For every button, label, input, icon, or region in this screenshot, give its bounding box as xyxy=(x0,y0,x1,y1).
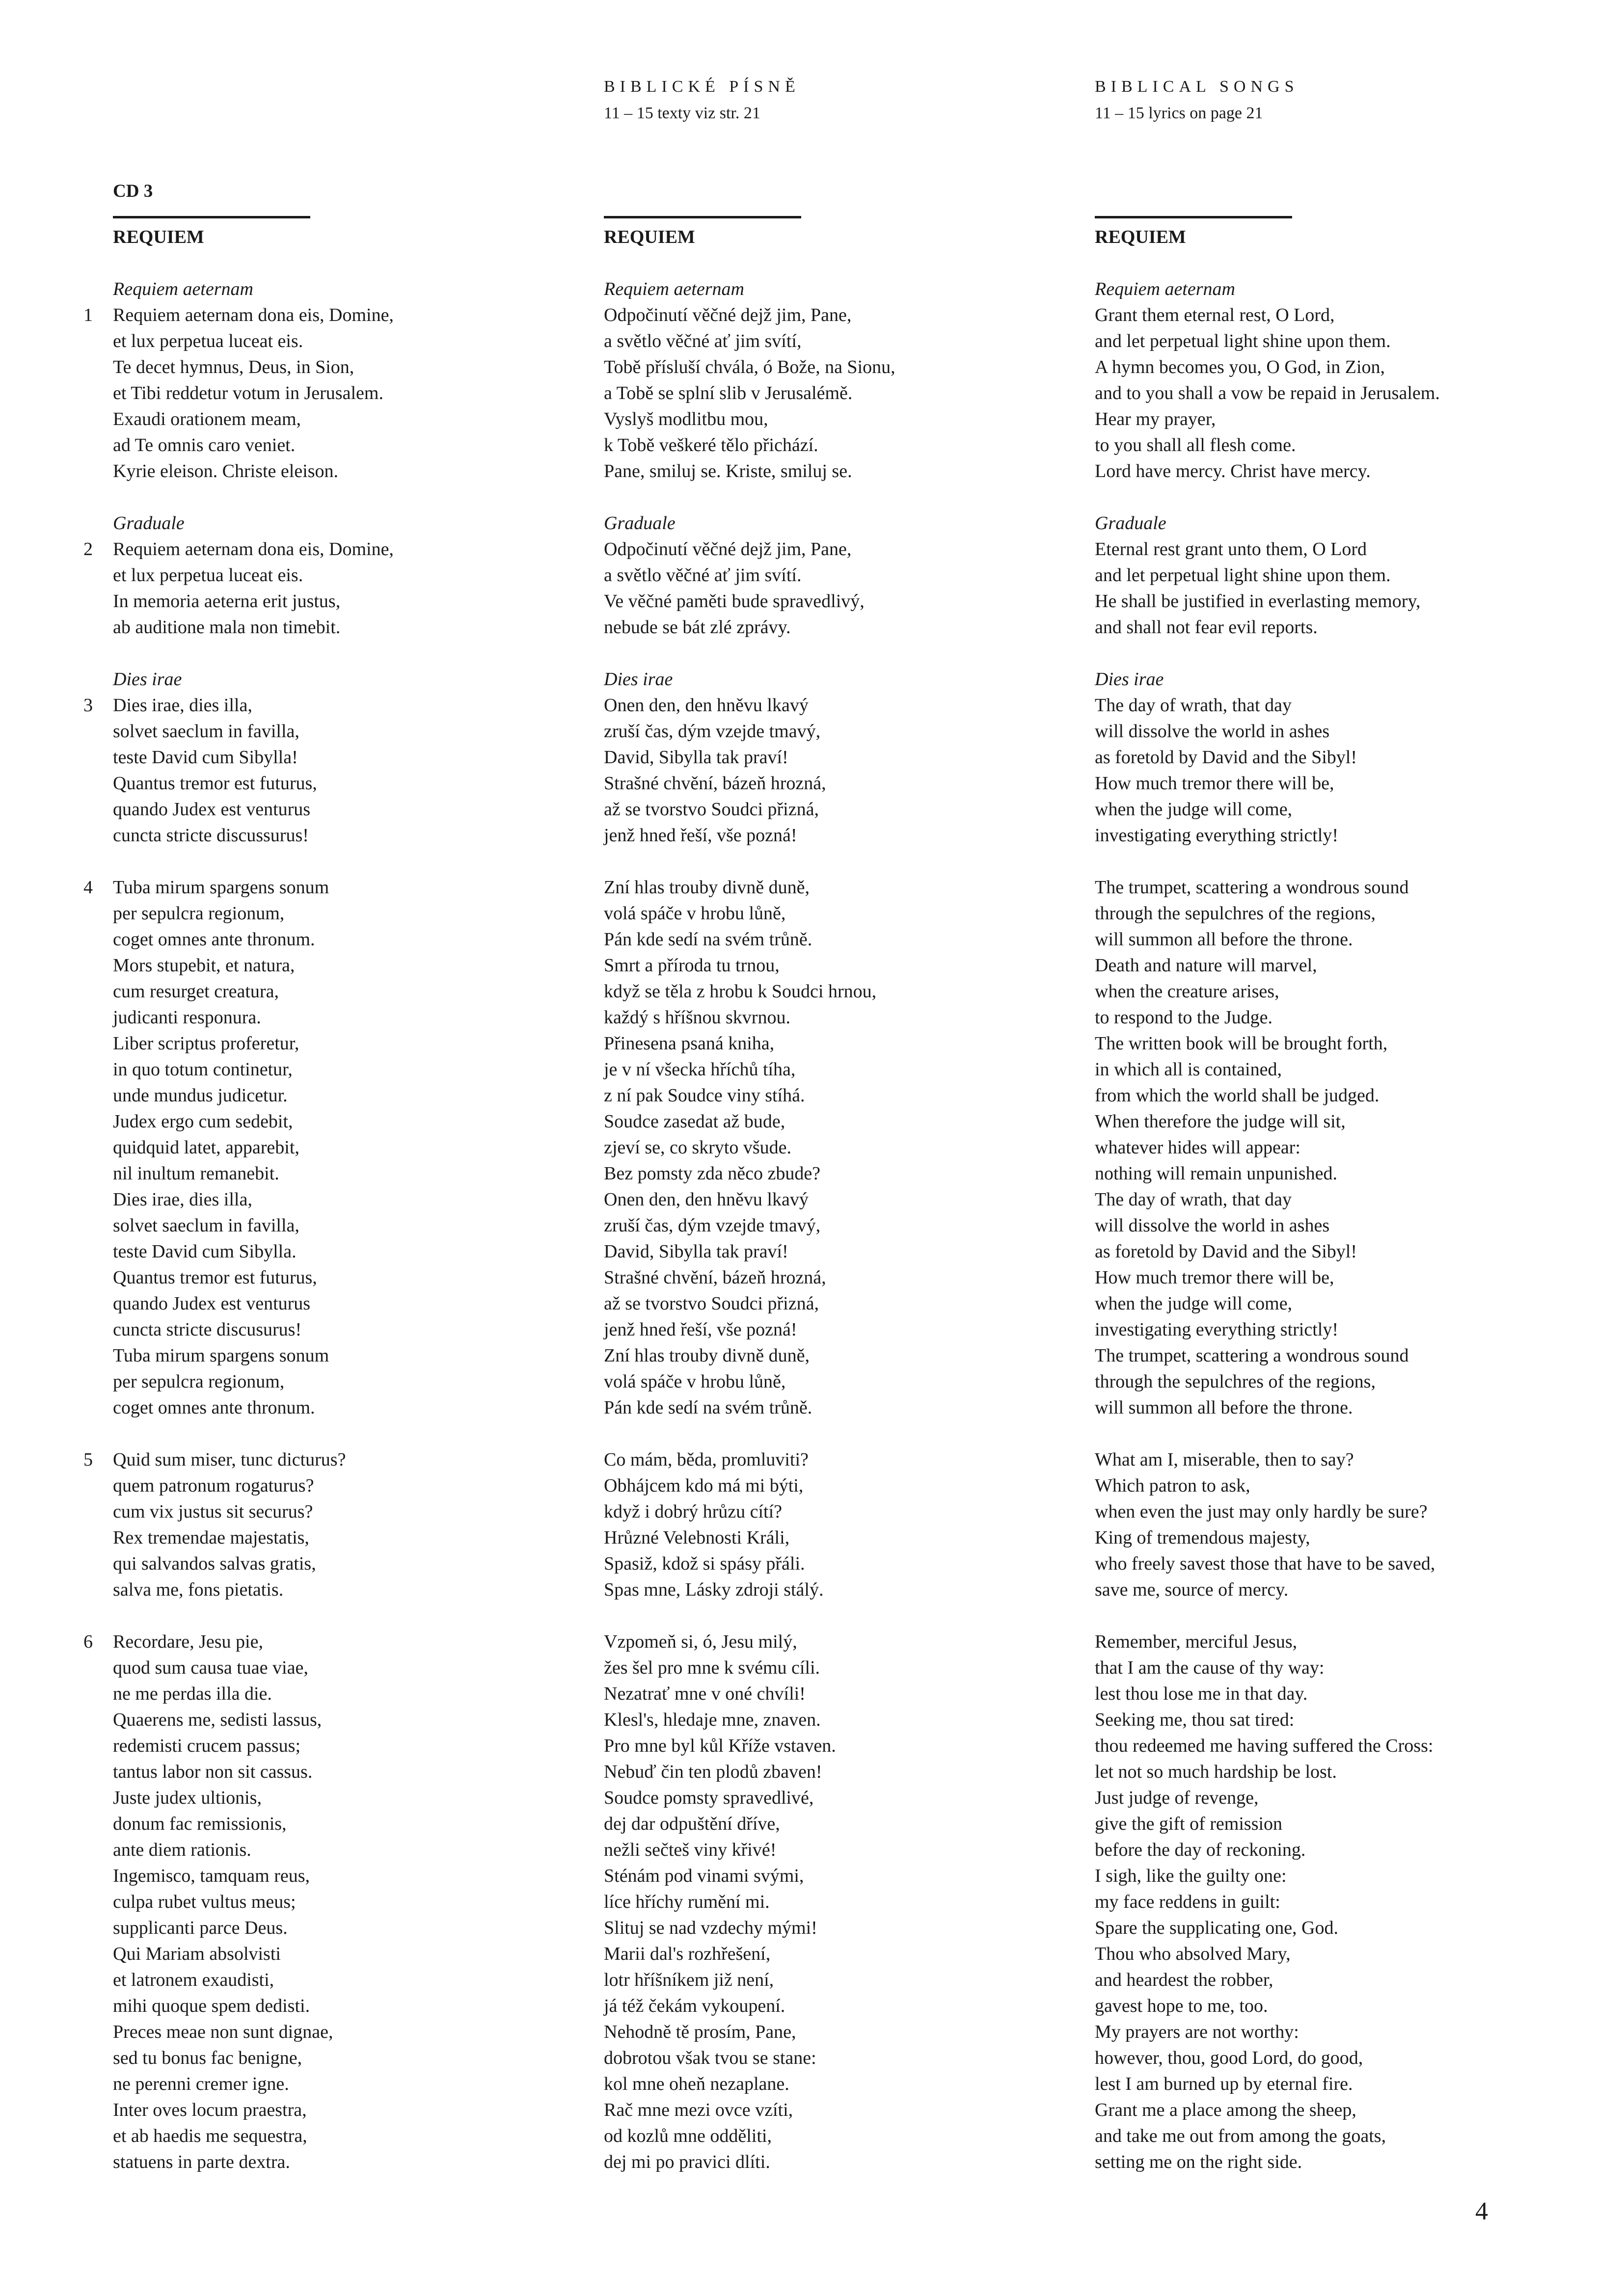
verse-line: cuncta stricte discusurus! xyxy=(113,1319,302,1340)
verse-line: solvet saeclum in favilla, xyxy=(113,721,299,742)
verse-line: Obhájcem kdo má mi býti, xyxy=(604,1475,804,1496)
verse-line: lotr hříšníkem již není, xyxy=(604,1970,774,1990)
verse-line: quando Judex est venturus xyxy=(113,1293,311,1314)
verse-line: and heardest the robber, xyxy=(1095,1970,1273,1990)
verse-line: Zní hlas trouby divně duně, xyxy=(604,1345,810,1366)
verse-line: Co mám, běda, promluviti? xyxy=(604,1449,809,1470)
verse-line: to respond to the Judge. xyxy=(1095,1007,1273,1028)
verse-line: Preces meae non sunt dignae, xyxy=(113,2022,333,2042)
verse-line: já též čekám vykoupení. xyxy=(604,1996,785,2016)
verse-line: whatever hides will appear: xyxy=(1095,1137,1300,1158)
verse-line: Pán kde sedí na svém trůně. xyxy=(604,929,812,950)
verse-block xyxy=(604,1447,1036,1603)
verse-number: 5 xyxy=(83,1449,93,1470)
verse-line: in quo totum continetur, xyxy=(113,1059,293,1080)
verse-line: that I am the cause of thy way: xyxy=(1095,1657,1325,1678)
verse-line: Soudce pomsty spravedlivé, xyxy=(604,1788,814,1808)
verse-line: however, thou, good Lord, do good, xyxy=(1095,2048,1363,2068)
verse-line: je v ní všecka hříchů tíha, xyxy=(604,1059,796,1080)
verse-line: dej dar odpuštění dříve, xyxy=(604,1814,780,1834)
section-title: Dies irae xyxy=(1095,669,1164,690)
verse-line: k Tobě veškeré tělo přichází. xyxy=(604,435,818,455)
cd-label: CD 3 xyxy=(113,181,153,201)
verse-line: Klesl's, hledaje mne, znaven. xyxy=(604,1709,821,1730)
verse-line: jenž hned řeší, vše pozná! xyxy=(604,1319,797,1340)
verse-line: ne perenni cremer igne. xyxy=(113,2074,289,2094)
verse-line: nežli sečteš viny křivé! xyxy=(604,1840,777,1860)
verse-line: Nebuď čin ten plodů zbaven! xyxy=(604,1762,822,1782)
column-title: REQUIEM xyxy=(1095,227,1186,247)
section-title: Dies irae xyxy=(604,669,673,690)
verse-line: The written book will be brought forth, xyxy=(1095,1033,1388,1054)
verse-block xyxy=(1095,536,1527,641)
verse-line: coget omnes ante thronum. xyxy=(113,929,315,950)
verse-line: donum fac remissionis, xyxy=(113,1814,287,1834)
verse-line: et lux perpetua luceat eis. xyxy=(113,331,303,351)
verse-line: Rex tremendae majestatis, xyxy=(113,1527,309,1548)
verse-line: když i dobrý hrůzu cítí? xyxy=(604,1501,783,1522)
verse-block xyxy=(83,302,545,484)
verse-line: a světlo věčné ať jim svítí. xyxy=(604,565,802,586)
verse-line: quem patronum rogaturus? xyxy=(113,1475,314,1496)
verse-line: teste David cum Sibylla! xyxy=(113,747,298,768)
verse-line: volá spáče v hrobu lůně, xyxy=(604,903,786,924)
verse-line: Nehodně tě prosím, Pane, xyxy=(604,2022,796,2042)
verse-line: Nezatrať mne v oné chvíli! xyxy=(604,1683,806,1704)
verse-line: et latronem exaudisti, xyxy=(113,1970,274,1990)
verse-line: Strašné chvění, bázeň hrozná, xyxy=(604,773,826,794)
verse-line: Judex ergo cum sedebit, xyxy=(113,1111,293,1132)
verse-line: Tuba mirum spargens sonum xyxy=(113,877,329,898)
section-list xyxy=(1095,276,1527,2175)
verse-line: save me, source of mercy. xyxy=(1095,1579,1289,1600)
verse-line: as foretold by David and the Sibyl! xyxy=(1095,747,1357,768)
verse-number: 2 xyxy=(83,539,93,560)
verse-line: when the judge will come, xyxy=(1095,1293,1293,1314)
column-czech xyxy=(604,216,1036,2201)
verse-line: Inter oves locum praestra, xyxy=(113,2100,307,2120)
verse-line: and let perpetual light shine upon them. xyxy=(1095,331,1391,351)
verse-line: Just judge of revenge, xyxy=(1095,1788,1259,1808)
verse-line: od kozlů mne odděliti, xyxy=(604,2126,772,2146)
verse-block xyxy=(83,1629,545,2175)
verse-line: supplicanti parce Deus. xyxy=(113,1918,288,1938)
verse-line: culpa rubet vultus meus; xyxy=(113,1892,296,1912)
verse-line: Rač mne mezi ovce vzíti, xyxy=(604,2100,793,2120)
verse-line: solvet saeclum in favilla, xyxy=(113,1215,299,1236)
verse-line: zruší čas, dým vzejde tmavý, xyxy=(604,1215,821,1236)
verse-line: before the day of reckoning. xyxy=(1095,1840,1306,1860)
header-english-title: BIBLICAL SONGS xyxy=(1095,78,1299,96)
section-title: Requiem aeternam xyxy=(604,279,744,299)
verse-line: Slituj se nad vzdechy mými! xyxy=(604,1918,817,1938)
verse-line: David, Sibylla tak praví! xyxy=(604,747,788,768)
verse-line: through the sepulchres of the regions, xyxy=(1095,903,1376,924)
verse-line: Pro mne byl kůl Kříže vstaven. xyxy=(604,1735,836,1756)
verse-line: unde mundus judicetur. xyxy=(113,1085,288,1106)
verse-line: Marii dal's rozhřešení, xyxy=(604,1944,771,1964)
verse-line: z ní pak Soudce viny stíhá. xyxy=(604,1085,805,1106)
verse-line: will dissolve the world in ashes xyxy=(1095,1215,1330,1236)
verse-number: 3 xyxy=(83,695,93,716)
verse-line: cum resurget creatura, xyxy=(113,981,279,1002)
section-title: Graduale xyxy=(113,513,185,534)
verse-block xyxy=(1095,1629,1527,2175)
verse-line: zruší čas, dým vzejde tmavý, xyxy=(604,721,821,742)
section-title: Graduale xyxy=(1095,513,1166,534)
verse-line: when the creature arises, xyxy=(1095,981,1279,1002)
verse-line: when even the just may only hardly be sure? xyxy=(1095,1501,1428,1522)
verse-line: Hrůzné Velebnosti Králi, xyxy=(604,1527,790,1548)
section-title: Requiem aeternam xyxy=(1095,279,1235,299)
verse-line: The day of wrath, that day xyxy=(1095,1189,1292,1210)
verse-line: quod sum causa tuae viae, xyxy=(113,1657,308,1678)
verse-line: In memoria aeterna erit justus, xyxy=(113,591,341,612)
verse-line: to you shall all flesh come. xyxy=(1095,435,1296,455)
column-rule xyxy=(604,216,801,218)
verse-line: How much tremor there will be, xyxy=(1095,1267,1334,1288)
verse-line: I sigh, like the guilty one: xyxy=(1095,1866,1287,1886)
verse-line: statuens in parte dextra. xyxy=(113,2152,290,2172)
verse-line: thou redeemed me having suffered the Cross: xyxy=(1095,1735,1434,1756)
verse-line: každý s hříšnou skvrnou. xyxy=(604,1007,790,1028)
column-title: REQUIEM xyxy=(604,227,695,247)
verse-line: nebude se bát zlé zprávy. xyxy=(604,617,791,638)
verse-line: Spare the supplicating one, God. xyxy=(1095,1918,1339,1938)
column-latin xyxy=(83,216,545,2201)
verse-line: Which patron to ask, xyxy=(1095,1475,1250,1496)
verse-line: Requiem aeternam dona eis, Domine, xyxy=(113,539,394,560)
verse-line: Death and nature will marvel, xyxy=(1095,955,1317,976)
verse-line: líce hříchy rumění mi. xyxy=(604,1892,770,1912)
verse-line: Sténám pod vinami svými, xyxy=(604,1866,804,1886)
verse-line: Grant me a place among the sheep, xyxy=(1095,2100,1356,2120)
verse-line: Pane, smiluj se. Kriste, smiluj se. xyxy=(604,461,852,481)
verse-line: will summon all before the throne. xyxy=(1095,1397,1353,1418)
verse-line: až se tvorstvo Soudci přizná, xyxy=(604,799,819,820)
verse-line: Ingemisco, tamquam reus, xyxy=(113,1866,310,1886)
verse-line: nil inultum remanebit. xyxy=(113,1163,279,1184)
verse-line: dobrotou však tvou se stane: xyxy=(604,2048,816,2068)
verse-line: teste David cum Sibylla. xyxy=(113,1241,297,1262)
verse-block xyxy=(604,875,1036,1421)
verse-line: through the sepulchres of the regions, xyxy=(1095,1371,1376,1392)
verse-line: Exaudi orationem meam, xyxy=(113,409,301,429)
verse-line: Zní hlas trouby divně duně, xyxy=(604,877,810,898)
verse-line: jenž hned řeší, vše pozná! xyxy=(604,825,797,846)
verse-block xyxy=(604,536,1036,641)
header-czech-title: BIBLICKÉ PÍSNĚ xyxy=(604,78,800,96)
verse-block xyxy=(604,1629,1036,2175)
verse-line: žes šel pro mne k svému cíli. xyxy=(604,1657,820,1678)
verse-line: Requiem aeternam dona eis, Domine, xyxy=(113,305,394,325)
verse-line: et ab haedis me sequestra, xyxy=(113,2126,307,2146)
verse-line: cuncta stricte discussurus! xyxy=(113,825,309,846)
verse-line: redemisti crucem passus; xyxy=(113,1735,301,1756)
verse-line: from which the world shall be judged. xyxy=(1095,1085,1380,1106)
verse-line: lest I am burned up by eternal fire. xyxy=(1095,2074,1353,2094)
verse-line: coget omnes ante thronum. xyxy=(113,1397,315,1418)
verse-line: lest thou lose me in that day. xyxy=(1095,1683,1308,1704)
verse-line: Mors stupebit, et natura, xyxy=(113,955,295,976)
verse-line: Recordare, Jesu pie, xyxy=(113,1631,263,1652)
verse-line: et Tibi reddetur votum in Jerusalem. xyxy=(113,383,383,403)
verse-line: Seeking me, thou sat tired: xyxy=(1095,1709,1295,1730)
verse-line: Remember, merciful Jesus, xyxy=(1095,1631,1298,1652)
verse-line: et lux perpetua luceat eis. xyxy=(113,565,303,586)
verse-line: Eternal rest grant unto them, O Lord xyxy=(1095,539,1367,560)
verse-line: when the judge will come, xyxy=(1095,799,1293,820)
verse-line: who freely savest those that have to be saved, xyxy=(1095,1553,1435,1574)
verse-line: quidquid latet, apparebit, xyxy=(113,1137,299,1158)
verse-line: Grant them eternal rest, O Lord, xyxy=(1095,305,1335,325)
column-rule xyxy=(113,216,310,218)
verse-line: mihi quoque spem dedisti. xyxy=(113,1996,310,2016)
verse-line: dej mi po pravici dlíti. xyxy=(604,2152,770,2172)
section-list xyxy=(83,276,545,2175)
section-title: Dies irae xyxy=(113,669,182,690)
verse-block xyxy=(83,693,545,849)
verse-line: zjeví se, co skryto všude. xyxy=(604,1137,792,1158)
column-title: REQUIEM xyxy=(113,227,204,247)
verse-line: Thou who absolved Mary, xyxy=(1095,1944,1291,1964)
verse-line: Lord have mercy. Christ have mercy. xyxy=(1095,461,1371,481)
verse-line: Kyrie eleison. Christe eleison. xyxy=(113,461,339,481)
verse-line: až se tvorstvo Soudci přizná, xyxy=(604,1293,819,1314)
verse-line: setting me on the right side. xyxy=(1095,2152,1302,2172)
verse-line: my face reddens in guilt: xyxy=(1095,1892,1280,1912)
verse-line: The trumpet, scattering a wondrous sound xyxy=(1095,877,1409,898)
verse-line: investigating everything strictly! xyxy=(1095,825,1339,846)
verse-line: A hymn becomes you, O God, in Zion, xyxy=(1095,357,1385,377)
verse-line: investigating everything strictly! xyxy=(1095,1319,1339,1340)
verse-line: Vyslyš modlitbu mou, xyxy=(604,409,768,429)
verse-line: per sepulcra regionum, xyxy=(113,903,285,924)
section-title: Graduale xyxy=(604,513,676,534)
verse-line: Bez pomsty zda něco zbude? xyxy=(604,1163,821,1184)
verse-line: Hear my prayer, xyxy=(1095,409,1216,429)
verse-line: volá spáče v hrobu lůně, xyxy=(604,1371,786,1392)
verse-line: ab auditione mala non timebit. xyxy=(113,617,341,638)
verse-line: Strašné chvění, bázeň hrozná, xyxy=(604,1267,826,1288)
verse-line: Soudce zasedat až bude, xyxy=(604,1111,785,1132)
verse-line: Juste judex ultionis, xyxy=(113,1788,262,1808)
verse-block xyxy=(83,536,545,641)
verse-line: judicanti responura. xyxy=(113,1007,261,1028)
verse-line: Onen den, den hněvu lkavý xyxy=(604,1189,809,1210)
verse-number: 6 xyxy=(83,1631,93,1652)
column-english xyxy=(1095,216,1527,2201)
verse-line: qui salvandos salvas gratis, xyxy=(113,1553,316,1574)
verse-block xyxy=(604,693,1036,849)
verse-line: and shall not fear evil reports. xyxy=(1095,617,1318,638)
verse-line: a Tobě se splní slib v Jerusalémě. xyxy=(604,383,853,403)
verse-line: cum vix justus sit securus? xyxy=(113,1501,313,1522)
header-czech xyxy=(604,74,800,127)
section-title: Requiem aeternam xyxy=(113,279,253,299)
verse-line: Onen den, den hněvu lkavý xyxy=(604,695,809,716)
verse-line: Odpočinutí věčné dejž jim, Pane, xyxy=(604,305,852,325)
verse-number: 4 xyxy=(83,877,93,898)
verse-line: The day of wrath, that day xyxy=(1095,695,1292,716)
verse-line: Quid sum miser, tunc dicturus? xyxy=(113,1449,346,1470)
verse-line: ante diem rationis. xyxy=(113,1840,251,1860)
verse-line: Tobě přísluší chvála, ó Bože, na Sionu, xyxy=(604,357,895,377)
verse-line: let not so much hardship be lost. xyxy=(1095,1762,1337,1782)
verse-line: Liber scriptus proferetur, xyxy=(113,1033,299,1054)
verse-number: 1 xyxy=(83,305,93,325)
verse-line: David, Sibylla tak praví! xyxy=(604,1241,788,1262)
verse-block xyxy=(1095,875,1527,1421)
verse-line: Pán kde sedí na svém trůně. xyxy=(604,1397,812,1418)
verse-block xyxy=(1095,1447,1527,1603)
verse-line: in which all is contained, xyxy=(1095,1059,1282,1080)
verse-line: Quaerens me, sedisti lassus, xyxy=(113,1709,322,1730)
verse-line: sed tu bonus fac benigne, xyxy=(113,2048,302,2068)
verse-line: Quantus tremor est futurus, xyxy=(113,773,317,794)
verse-line: and to you shall a vow be repaid in Jerusalem. xyxy=(1095,383,1440,403)
verse-line: Přinesena psaná kniha, xyxy=(604,1033,775,1054)
verse-line: Tuba mirum spargens sonum xyxy=(113,1345,329,1366)
verse-line: kol mne oheň nezaplane. xyxy=(604,2074,789,2094)
column-rule xyxy=(1095,216,1292,218)
verse-line: will dissolve the world in ashes xyxy=(1095,721,1330,742)
verse-line: nothing will remain unpunished. xyxy=(1095,1163,1337,1184)
page-number: 4 xyxy=(1475,2197,1488,2225)
verse-line: Spasiž, kdož si spásy přáli. xyxy=(604,1553,805,1574)
verse-line: ne me perdas illa die. xyxy=(113,1683,272,1704)
verse-line: and let perpetual light shine upon them. xyxy=(1095,565,1391,586)
verse-line: What am I, miserable, then to say? xyxy=(1095,1449,1354,1470)
verse-line: per sepulcra regionum, xyxy=(113,1371,285,1392)
verse-line: tantus labor non sit cassus. xyxy=(113,1762,313,1782)
verse-line: Te decet hymnus, Deus, in Sion, xyxy=(113,357,354,377)
verse-line: When therefore the judge will sit, xyxy=(1095,1111,1346,1132)
verse-line: salva me, fons pietatis. xyxy=(113,1579,284,1600)
verse-line: How much tremor there will be, xyxy=(1095,773,1334,794)
verse-line: a světlo věčné ať jim svítí, xyxy=(604,331,802,351)
verse-line: give the gift of remission xyxy=(1095,1814,1283,1834)
verse-line: Quantus tremor est futurus, xyxy=(113,1267,317,1288)
header-english-subtitle: 11 – 15 lyrics on page 21 xyxy=(1095,104,1263,122)
verse-block xyxy=(604,302,1036,484)
verse-block xyxy=(1095,693,1527,849)
verse-line: Odpočinutí věčné dejž jim, Pane, xyxy=(604,539,852,560)
verse-line: quando Judex est venturus xyxy=(113,799,311,820)
verse-line: will summon all before the throne. xyxy=(1095,929,1353,950)
verse-line: King of tremendous majesty, xyxy=(1095,1527,1310,1548)
verse-line: Dies irae, dies illa, xyxy=(113,1189,252,1210)
header-czech-subtitle: 11 – 15 texty viz str. 21 xyxy=(604,104,760,122)
verse-line: ad Te omnis caro veniet. xyxy=(113,435,296,455)
verse-line: My prayers are not worthy: xyxy=(1095,2022,1299,2042)
verse-block xyxy=(83,875,545,1421)
verse-line: gavest hope to me, too. xyxy=(1095,1996,1268,2016)
header-english xyxy=(1095,74,1299,127)
verse-line: Ve věčné paměti bude spravedlivý, xyxy=(604,591,865,612)
verse-line: He shall be justified in everlasting memory, xyxy=(1095,591,1421,612)
verse-line: když se těla z hrobu k Soudci hrnou, xyxy=(604,981,877,1002)
verse-line: and take me out from among the goats, xyxy=(1095,2126,1386,2146)
verse-line: The trumpet, scattering a wondrous sound xyxy=(1095,1345,1409,1366)
verse-block xyxy=(1095,302,1527,484)
verse-line: Dies irae, dies illa, xyxy=(113,695,252,716)
verse-block xyxy=(83,1447,545,1603)
section-list xyxy=(604,276,1036,2175)
verse-line: Smrt a příroda tu trnou, xyxy=(604,955,780,976)
verse-line: Vzpomeň si, ó, Jesu milý, xyxy=(604,1631,797,1652)
verse-line: Qui Mariam absolvisti xyxy=(113,1944,281,1964)
verse-line: Spas mne, Lásky zdroji stálý. xyxy=(604,1579,824,1600)
verse-line: as foretold by David and the Sibyl! xyxy=(1095,1241,1357,1262)
